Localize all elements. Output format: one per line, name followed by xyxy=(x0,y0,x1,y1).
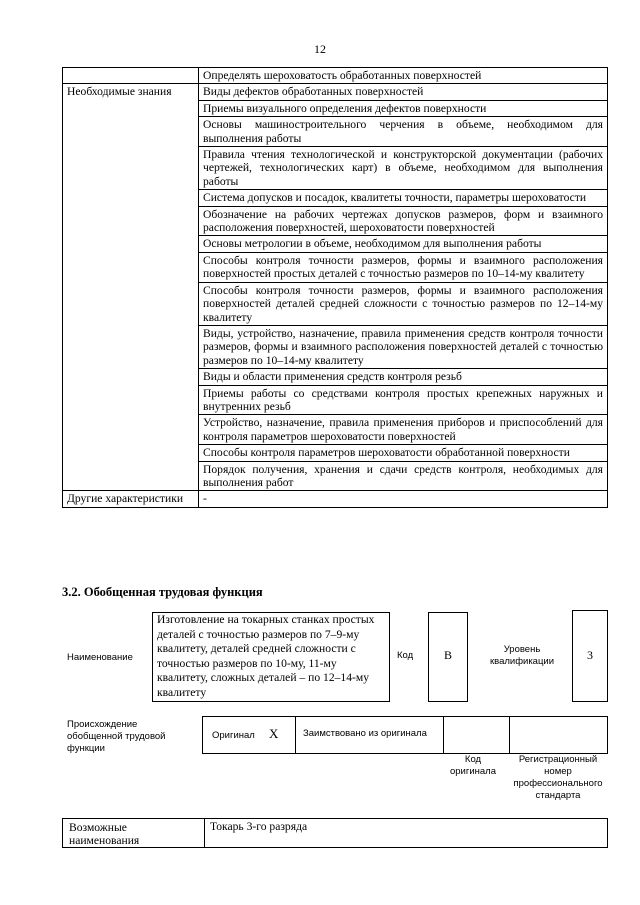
knowledge-item: Система допусков и посадок, квалитеты точности, параметры шероховатости xyxy=(199,190,608,206)
knowledge-item: Виды и области применения средств контроля резьб xyxy=(199,369,608,385)
origin-row xyxy=(202,716,608,754)
knowledge-item: Устройство, назначение, правила применения приборов и приспособлений для контроля параметров шероховатости поверхностей xyxy=(199,415,608,445)
original-label: Оригинал xyxy=(212,730,255,741)
level-box xyxy=(572,610,608,702)
knowledge-item: Способы контроля точности размеров, формы и взаимного расположения поверхностей простых деталей с точностью размеров по 10–14-му квалитету xyxy=(199,252,608,282)
table-row xyxy=(63,84,608,100)
name-box xyxy=(152,612,390,702)
divider xyxy=(443,716,444,754)
knowledge-item: Приемы визуального определения дефектов поверхности xyxy=(199,100,608,116)
page-number: 12 xyxy=(314,42,326,56)
code-original-label: Код оригинала xyxy=(449,754,496,777)
knowledge-table xyxy=(62,67,608,508)
knowledge-item: Правила чтения технологической и конструкторской документации (рабочих чертежей, технологических карт) в объеме, необходимом для выполнения работы xyxy=(199,147,608,190)
reg-number-label: Регистрационный номер профессионального стандарта xyxy=(513,754,603,801)
possible-names-label: Возможные наименования xyxy=(69,821,140,848)
section-title: 3.2. Обобщенная трудовая функция xyxy=(62,585,263,599)
name-value: Изготовление на токарных станках простых деталей с точностью размеров по 7–9-му квалитету, деталей средней сложности с точностью размеров по 10-му, 11-му квалитету, сложных деталей – по 12–14-му квалитету xyxy=(157,613,375,699)
knowledge-item: Основы машиностроительного черчения в объеме, необходимом для выполнения работы xyxy=(199,117,608,147)
original-mark: X xyxy=(269,726,279,741)
possible-names-row xyxy=(62,818,608,848)
code-label: Код xyxy=(397,650,414,661)
knowledge-item: Обозначение на рабочих чертежах допусков размеров, форм и взаимного расположения поверхностей, шероховатости поверхностей xyxy=(199,206,608,236)
table-row xyxy=(63,491,608,507)
level-label: Уровень квалификации xyxy=(489,644,555,667)
knowledge-item: Приемы работы со средствами контроля простых крепежных наружных и внутренних резьб xyxy=(199,385,608,415)
empty-cell xyxy=(63,68,199,84)
other-value: - xyxy=(199,491,608,507)
knowledge-item: Способы контроля точности размеров, формы и взаимного расположения поверхностей деталей средней сложности с точностью размеров по 12–14-му квалитету xyxy=(199,282,608,325)
knowledge-item: Виды, устройство, назначение, правила применения средств контроля точности размеров, формы и взаимного расположения поверхностей деталей с точностью размеров по 10–14-му квалитету xyxy=(199,325,608,368)
table-row xyxy=(63,68,608,84)
borrowed-label: Заимствовано из оригинала xyxy=(303,728,427,739)
other-label: Другие характеристики xyxy=(63,491,199,507)
knowledge-item: Порядок получения, хранения и сдачи средств контроля, необходимых для выполнения работ xyxy=(199,461,608,491)
origin-label: Происхождение обобщенной трудовой функции xyxy=(67,719,166,754)
code-value: B xyxy=(444,648,453,662)
divider xyxy=(509,716,510,754)
code-box xyxy=(428,612,468,702)
knowledge-item: Виды дефектов обработанных поверхностей xyxy=(199,84,608,100)
possible-names-value: Токарь 3-го разряда xyxy=(210,820,308,833)
knowledge-item: Способы контроля параметров шероховатости обработанной поверхности xyxy=(199,445,608,461)
divider xyxy=(295,716,296,754)
name-label: Наименование xyxy=(67,652,133,663)
knowledge-item: Основы метрологии в объеме, необходимом для выполнения работы xyxy=(199,236,608,252)
skill-cell: Определять шероховатость обработанных поверхностей xyxy=(199,68,608,84)
divider xyxy=(204,818,205,848)
knowledge-label: Необходимые знания xyxy=(63,84,199,491)
level-value: 3 xyxy=(587,648,593,662)
